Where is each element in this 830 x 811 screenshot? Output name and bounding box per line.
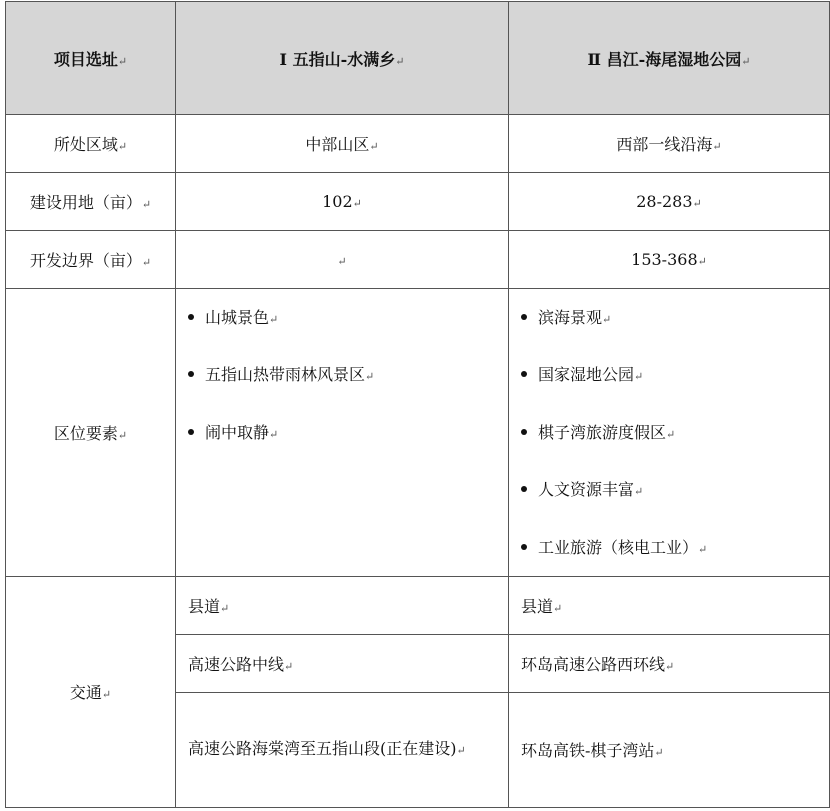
list-item [521,461,829,518]
list-item [188,404,508,461]
site-comparison-table [5,1,830,808]
paragraph-mark-icon: ↵ [369,140,379,153]
cell-traffic-option-2: 县道↵ [509,576,830,634]
paragraph-mark-icon: ↵ [352,197,362,210]
header-row [6,2,830,115]
paragraph-mark-icon: ↵ [269,313,279,326]
cell-traffic-option-2: 环岛高速公路西环线↵ [509,634,830,692]
paragraph-mark-icon: ↵ [634,370,644,384]
list-item-text: 闹中取静 [205,422,270,442]
paragraph-mark-icon: ↵ [365,370,375,384]
row-label-traffic: 交通↵ [6,576,176,807]
list-item [188,346,508,403]
paragraph-mark-icon: ↵ [337,255,347,268]
table-row-land [6,173,830,231]
cell-land-option-2: 28-283↵ [509,173,830,231]
header-cell-option-2: Ⅱ 昌江-海尾湿地公园↵ [509,2,830,115]
paragraph-mark-icon: ↵ [141,198,152,211]
paragraph-mark-icon: ↵ [456,743,466,757]
cell-border-option-2: 153-368↵ [509,231,830,289]
row-label-border: 开发边界（亩）↵ [6,231,176,289]
paragraph-mark-icon: ↵ [654,746,664,760]
paragraph-mark-icon: ↵ [141,256,152,269]
list-item-text: 山城景色 [205,308,270,327]
paragraph-mark-icon: ↵ [395,54,405,68]
paragraph-mark-icon: ↵ [698,542,708,556]
paragraph-mark-icon: ↵ [269,427,279,441]
list-item-text: 滨海景观 [538,308,603,327]
list-item [188,289,508,346]
list-item [521,404,829,461]
cell-elements-option-2 [509,289,830,577]
header-cell-option-1: Ⅰ 五指山-水满乡↵ [176,2,509,115]
list-item-text: 国家湿地公园 [538,365,635,385]
row-label-land: 建设用地（亩）↵ [6,173,176,231]
table-row-border [6,231,830,289]
list-item [521,289,829,346]
paragraph-mark-icon: ↵ [712,140,722,153]
cell-region-option-2: 西部一线沿海↵ [509,115,830,173]
cell-traffic-option-1: 高速公路海棠湾至五指山段(正在建设)↵ [176,692,509,807]
table-row-region [6,115,830,173]
cell-traffic-option-1: 高速公路中线↵ [176,634,509,692]
paragraph-mark-icon: ↵ [117,140,128,153]
list-item [521,346,829,403]
paragraph-mark-icon: ↵ [697,255,707,268]
bullet-list-option-1 [176,289,508,461]
cell-elements-option-1 [176,289,509,577]
paragraph-mark-icon: ↵ [284,659,294,673]
paragraph-mark-icon: ↵ [634,485,644,499]
cell-traffic-option-2: 环岛高铁-棋子湾站↵ [509,692,830,807]
paragraph-mark-icon: ↵ [101,688,112,702]
row-label-elements: 区位要素↵ [6,289,176,577]
list-item-text: 棋子湾旅游度假区 [538,422,667,442]
paragraph-mark-icon: ↵ [117,54,128,68]
cell-region-option-1: 中部山区↵ [176,115,509,173]
paragraph-mark-icon: ↵ [553,601,563,615]
paragraph-mark-icon: ↵ [666,427,676,441]
row-label-region: 所处区域↵ [6,115,176,173]
bullet-list-option-2 [509,289,829,576]
list-item-text: 人文资源丰富 [538,480,635,500]
paragraph-mark-icon: ↵ [665,659,675,673]
paragraph-mark-icon: ↵ [220,601,230,615]
paragraph-mark-icon: ↵ [117,428,128,442]
list-item-text: 工业旅游（核电工业） [538,537,699,557]
paragraph-mark-icon: ↵ [741,54,751,68]
list-item [521,519,829,576]
cell-traffic-option-1: 县道↵ [176,576,509,634]
table-row-elements [6,289,830,577]
paragraph-mark-icon: ↵ [692,197,702,210]
list-item-text: 五指山热带雨林风景区 [205,365,366,385]
cell-border-option-1 [176,231,509,289]
cell-land-option-1: 102↵ [176,173,509,231]
header-cell-site: 项目选址↵ [6,2,176,115]
paragraph-mark-icon: ↵ [602,313,612,326]
table-row-traffic-1 [6,576,830,634]
